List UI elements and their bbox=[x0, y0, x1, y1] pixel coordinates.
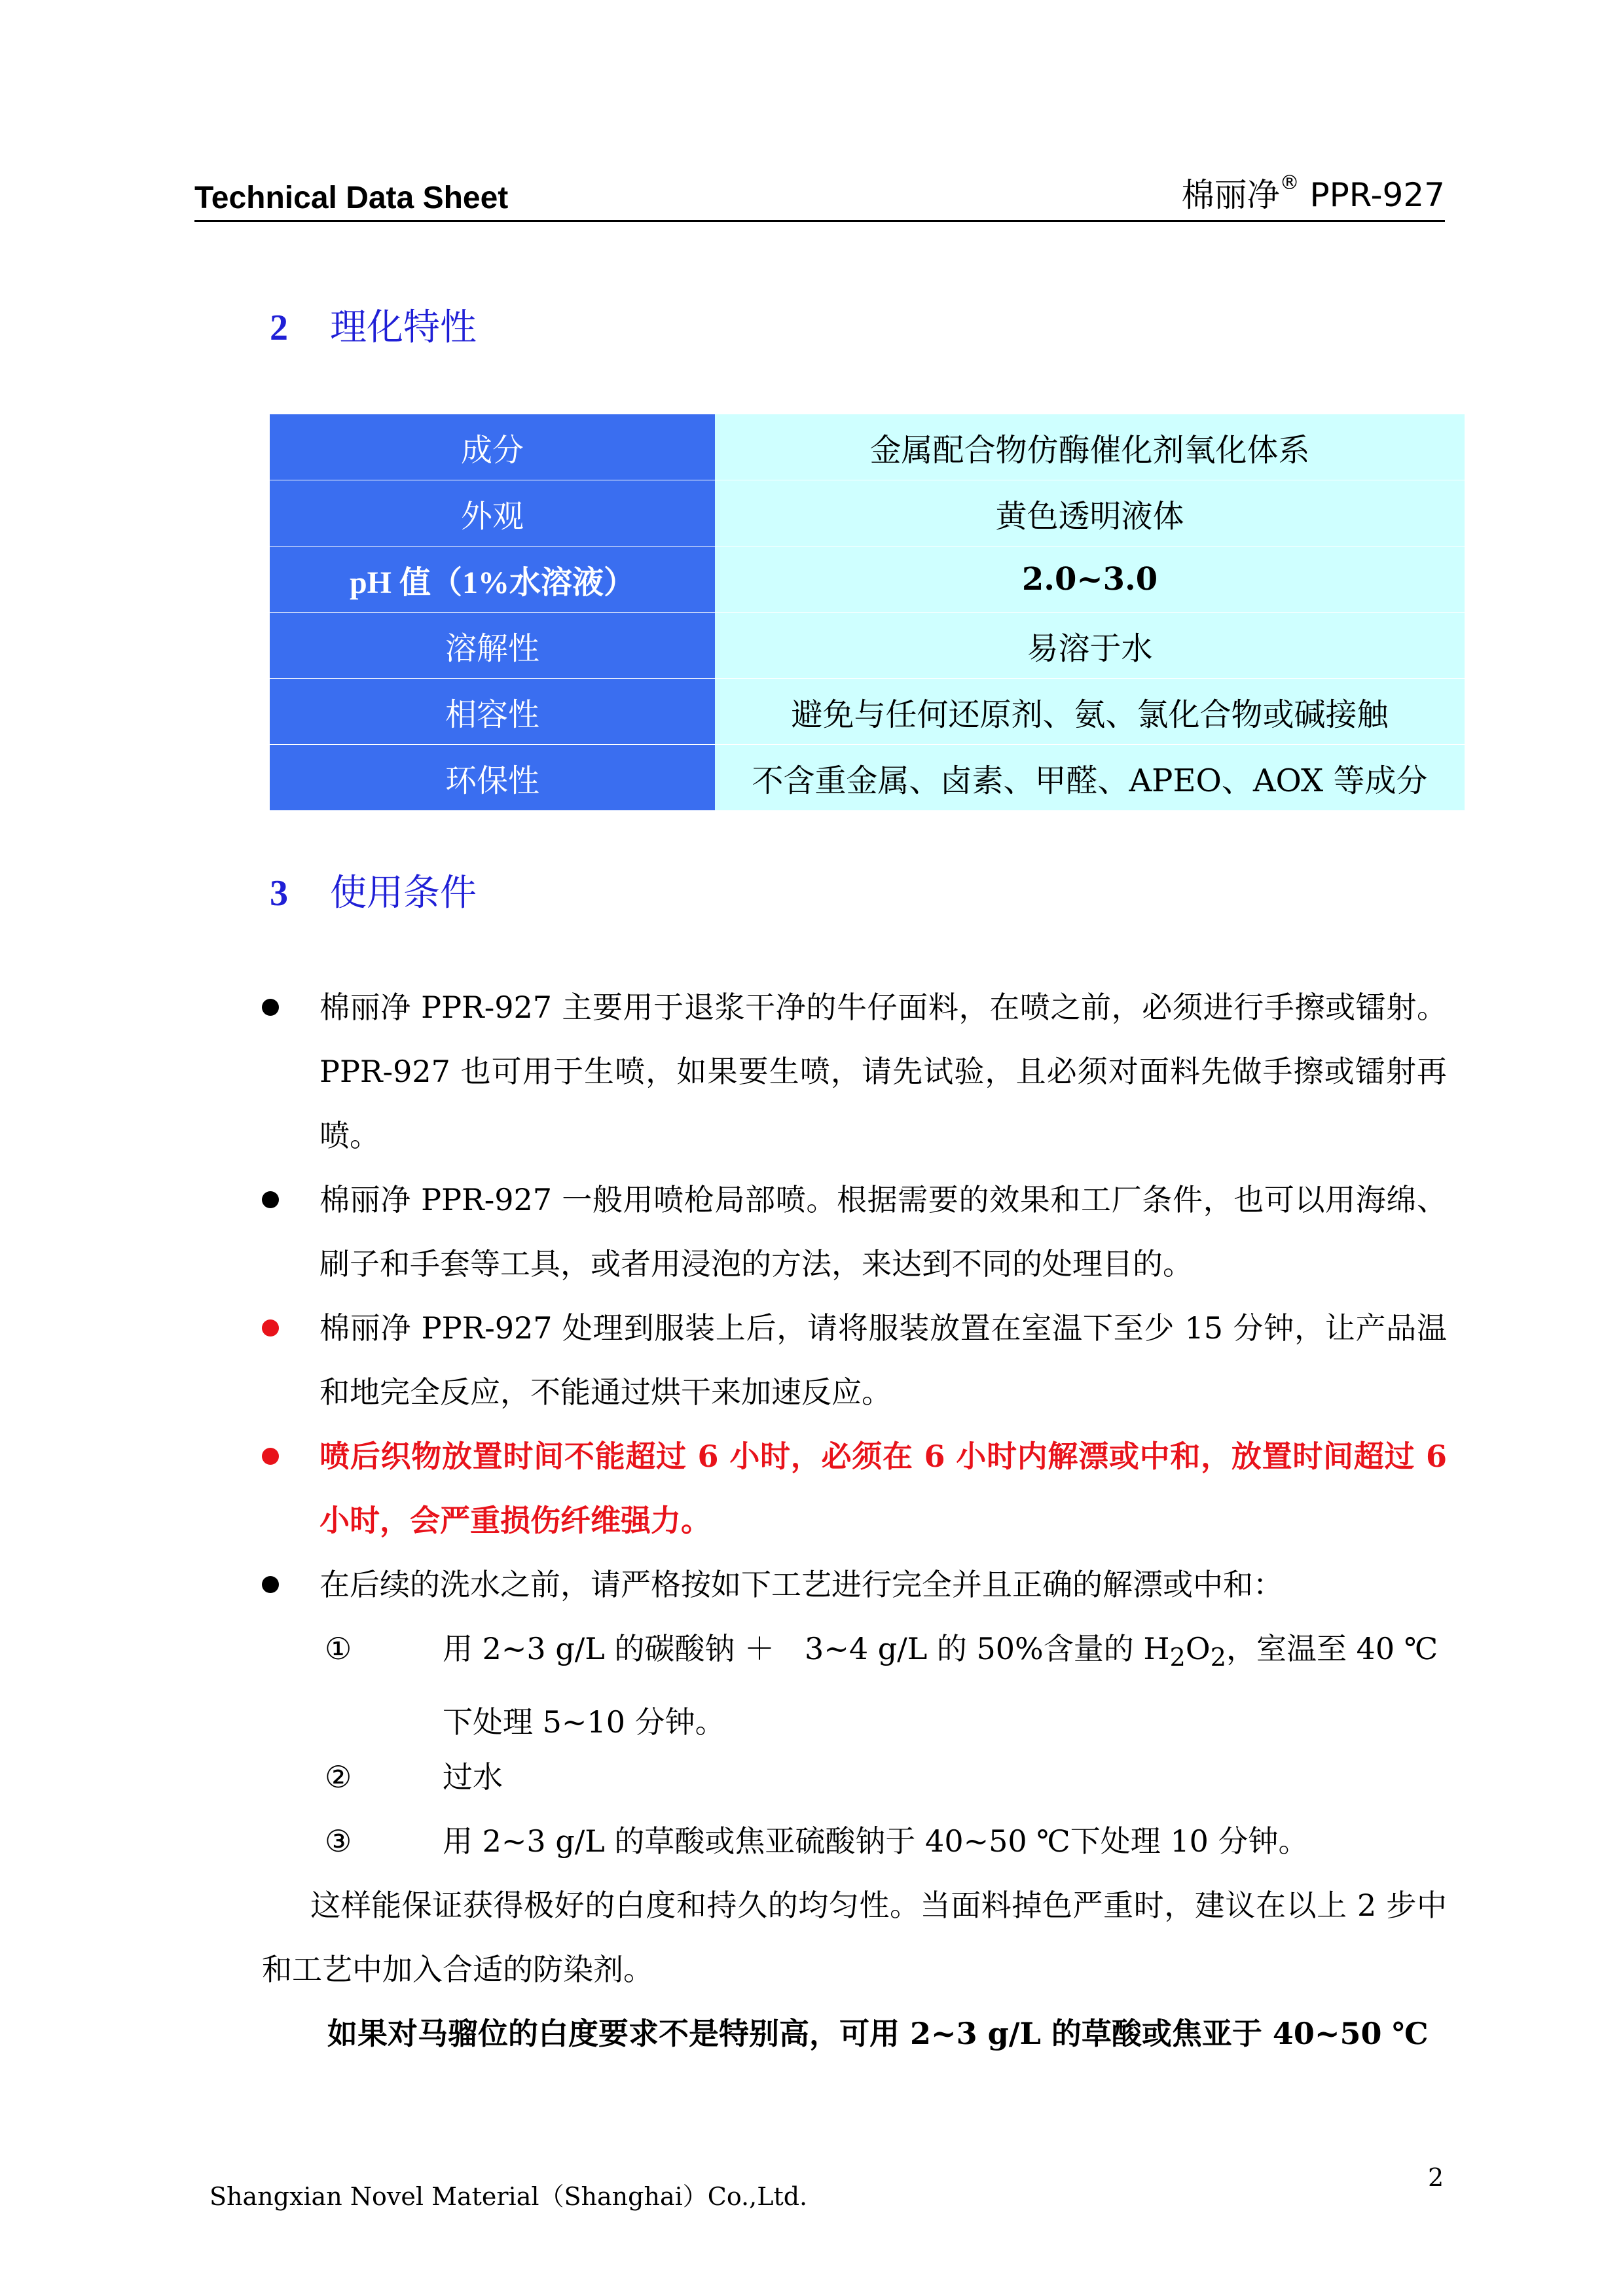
header-product bbox=[1182, 169, 1445, 216]
subscript: 2 bbox=[1210, 1643, 1226, 1673]
paragraph: 这样能保证获得极好的白度和持久的均匀性。当面料掉色严重时，建议在以上 2 步中和工艺中加入合适的防染剂。 bbox=[262, 1888, 1447, 1987]
step-text: 过水 bbox=[443, 1759, 503, 1795]
property-value: 不含重金属、卤素、甲醛、APEO、AOX 等成分 bbox=[715, 745, 1465, 811]
header-product-name: 棉丽净 bbox=[1181, 176, 1280, 214]
step-text-part: 用 2~3 g/L 的碳酸钠 ＋ 3~4 g/L 的 50%含量的 H bbox=[443, 1631, 1170, 1666]
step-text: 用 2~3 g/L 的草酸或焦亚硫酸钠于 40~50 ℃下处理 10 分钟。 bbox=[443, 1823, 1309, 1859]
header-product-code: PPR-927 bbox=[1309, 176, 1445, 214]
table-row bbox=[270, 414, 1465, 480]
section-3-heading bbox=[270, 864, 477, 916]
property-key: 溶解性 bbox=[270, 613, 715, 679]
list-item-text: 棉丽净 PPR-927 主要用于退浆干净的牛仔面料，在喷之前，必须进行手擦或镭射。PPR-927 也可用于生喷，如果要生喷，请先试验，且必须对面料先做手擦或镭射再喷。 bbox=[319, 990, 1447, 1153]
property-key: 外观 bbox=[270, 480, 715, 547]
registered-mark: ® bbox=[1279, 171, 1300, 194]
property-key: 相容性 bbox=[270, 679, 715, 745]
table-row bbox=[270, 745, 1465, 811]
properties-table bbox=[270, 414, 1465, 811]
step-number: ③ bbox=[325, 1823, 352, 1859]
section-2-heading bbox=[270, 298, 477, 351]
table-row bbox=[270, 679, 1465, 745]
bullet-icon bbox=[262, 999, 279, 1016]
page-number: 2 bbox=[1428, 2163, 1444, 2192]
property-value: 2.0~3.0 bbox=[715, 547, 1465, 613]
footer-company: Shangxian Novel Material（Shanghai）Co.,Ltd. bbox=[210, 2182, 808, 2211]
table-row bbox=[270, 480, 1465, 547]
table-row bbox=[270, 613, 1465, 679]
list-item-text: 在后续的洗水之前，请严格按如下工艺进行完全并且正确的解漂或中和： bbox=[319, 1567, 1283, 1602]
list-item-text: 喷后织物放置时间不能超过 6 小时，必须在 6 小时内解漂或中和，放置时间超过 6 小时，会严重损伤纤维强力。 bbox=[319, 1439, 1447, 1538]
bullet-icon bbox=[262, 1319, 279, 1336]
step-number: ① bbox=[325, 1631, 352, 1666]
bullet-icon bbox=[262, 1576, 279, 1593]
list-item bbox=[262, 1168, 1447, 1296]
list-item-text: 棉丽净 PPR-927 一般用喷枪局部喷。根据需要的效果和工厂条件，也可以用海绵、刷子和手套等工具，或者用浸泡的方法，来达到不同的处理目的。 bbox=[319, 1182, 1447, 1282]
property-key: pH 值（1%水溶液） bbox=[270, 547, 715, 613]
section-title: 使用条件 bbox=[330, 872, 477, 914]
property-key: 成分 bbox=[270, 414, 715, 480]
section-title: 理化特性 bbox=[330, 306, 477, 349]
property-value: 避免与任何还原剂、氨、氯化合物或碱接触 bbox=[715, 679, 1465, 745]
property-key: 环保性 bbox=[270, 745, 715, 811]
bullet-icon bbox=[262, 1448, 279, 1465]
section-number: 3 bbox=[270, 873, 288, 914]
paragraph-bold: 如果对马骝位的白度要求不是特别高，可用 2~3 g/L 的草酸或焦亚于 40~50 ℃ bbox=[327, 2016, 1429, 2051]
property-value: 易溶于水 bbox=[715, 613, 1465, 679]
page-header bbox=[194, 171, 1445, 222]
header-title: Technical Data Sheet bbox=[194, 181, 509, 215]
process-step bbox=[325, 1617, 1447, 1754]
subscript: 2 bbox=[1169, 1643, 1186, 1673]
table-row bbox=[270, 547, 1465, 613]
section-number: 2 bbox=[270, 308, 288, 348]
process-step bbox=[325, 1809, 1447, 1873]
list-item-warning bbox=[262, 1424, 1447, 1552]
step-text-part: O bbox=[1185, 1631, 1211, 1666]
list-item-text: 棉丽净 PPR-927 处理到服装上后，请将服装放置在室温下至少 15 分钟，让产品温和地完全反应，不能通过烘干来加速反应。 bbox=[319, 1310, 1447, 1410]
property-value: 黄色透明液体 bbox=[715, 480, 1465, 547]
list-item bbox=[262, 1296, 1447, 1424]
process-step bbox=[325, 1745, 1447, 1809]
list-item bbox=[262, 1552, 1447, 1617]
step-text bbox=[443, 1617, 1447, 1754]
list-item bbox=[262, 975, 1447, 1168]
step-number: ② bbox=[325, 1759, 352, 1795]
step-text-part: ，室温至 40 ℃下处理 5~10 分钟。 bbox=[443, 1631, 1438, 1740]
property-value: 金属配合物仿酶催化剂氧化体系 bbox=[715, 414, 1465, 480]
bullet-icon bbox=[262, 1191, 279, 1208]
